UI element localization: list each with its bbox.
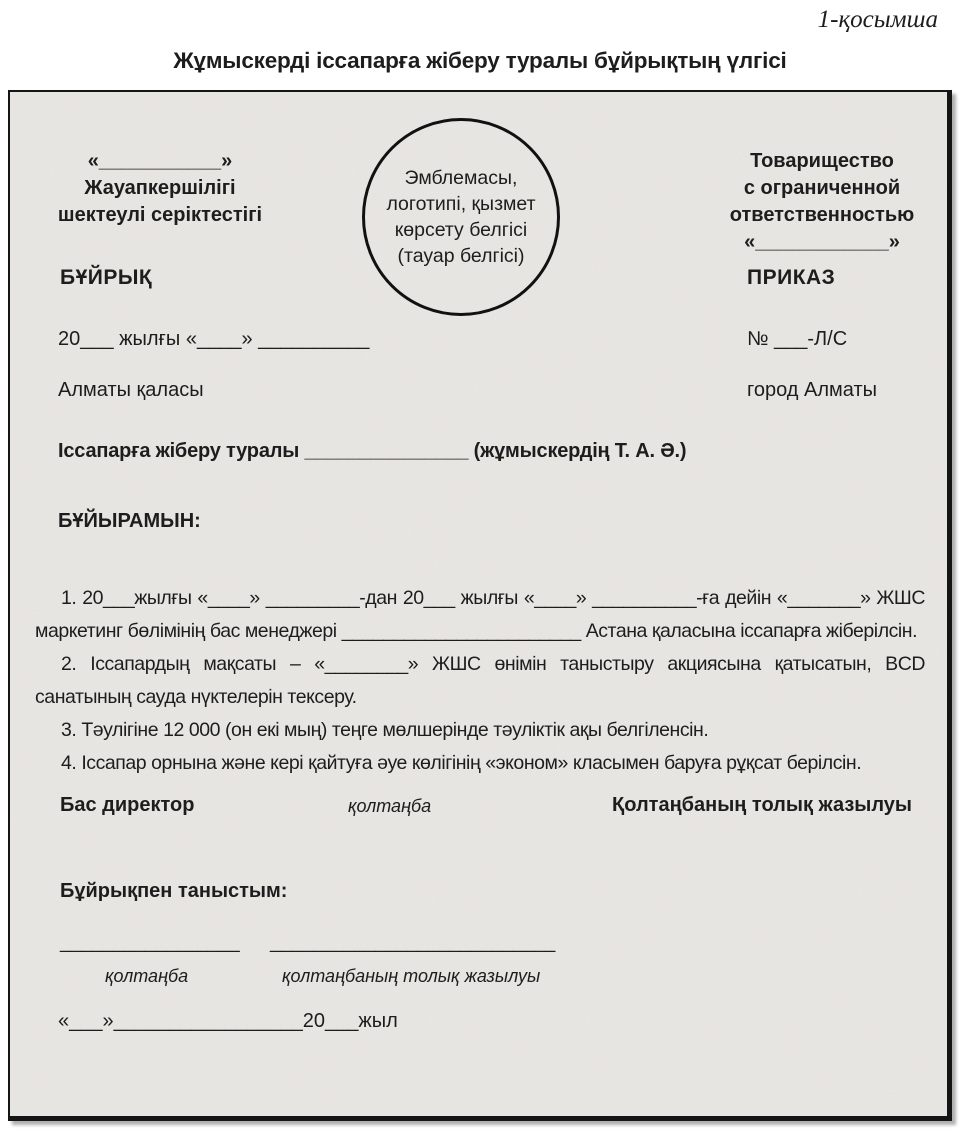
ack-signature-caption: қолтаңба [105,966,189,986]
page-title: Жұмыскерді іссапарға жіберу туралы бұйрықтың үлгісі [173,48,787,73]
appendix-label: 1-қосымша [817,6,938,33]
company-kk-line1: Жауапкершілігі [84,177,236,199]
ack-signature-line: _________________ [60,932,240,953]
order-form-frame [8,90,952,1121]
order-number-blank: № ___-Л/С [747,328,848,350]
order-item-3: 3. Тәулігіне 12 000 (он екі мың) теңге мөлшерінде тәуліктік ақы белгіленсін. [61,719,709,741]
order-verb: БҰЙЫРАМЫН: [58,510,201,532]
ack-name-caption: қолтаңбаның толық жазылуы [282,966,541,986]
order-heading-ru: ПРИКАЗ [747,266,836,289]
order-item-2: 2. Іссапардың мақсаты – «________» ЖШС өнімін таныстыру акциясына қатысатын, BCD санатының сауда нүктелерін тексеру. [35,653,925,708]
order-date-blank: 20___ жылғы «____» __________ [58,328,370,350]
city-kk: Алматы қаласы [58,379,204,401]
signature-placeholder: қолтаңба [348,796,432,816]
order-heading-kk: БҰЙРЫҚ [60,266,153,289]
company-name-ru [708,148,936,256]
ack-date-line: «___»_________________20___жыл [58,1010,398,1032]
company-ru-blank: «____________» [744,231,900,253]
company-ru-line1: Товарищество [750,150,894,172]
emblem-placeholder-text: Эмблемасы, логотипі, қызмет көрсету белгісі (тауар белгісі) [386,167,536,267]
emblem-circle [362,118,560,316]
order-body [35,582,925,780]
ack-name-line: ___________________________ [270,932,556,953]
company-kk-blank: «___________» [87,150,233,172]
order-item-4: 4. Іссапар орнына және кері қайтуға әуе көлігінің «эконом» класымен баруға рұқсат берілсін. [61,752,862,774]
company-ru-line2: с ограниченной [743,177,901,199]
subject-line: Іссапарға жіберу туралы _______________ (жұмыскердің Т. А. Ә.) [58,440,687,462]
signature-fullname-label: Қолтаңбаның толық жазылуы [612,794,912,816]
order-item-1: 1. 20___жылғы «____» _________-дан 20___ жылғы «____» __________-ға дейін «_______» ЖШС маркетинг бөлімінің бас менеджері _______________________ Астана қаласына іссапарға жіберілсін. [35,587,925,642]
city-ru: город Алматы [747,379,877,401]
company-kk-line2: шектеулі серіктестігі [57,204,263,226]
acknowledgement-label: Бұйрықпен таныстым: [60,880,288,902]
director-title: Бас директор [60,794,195,816]
company-ru-line3: ответственностью [729,204,915,226]
company-name-kk [38,148,282,229]
